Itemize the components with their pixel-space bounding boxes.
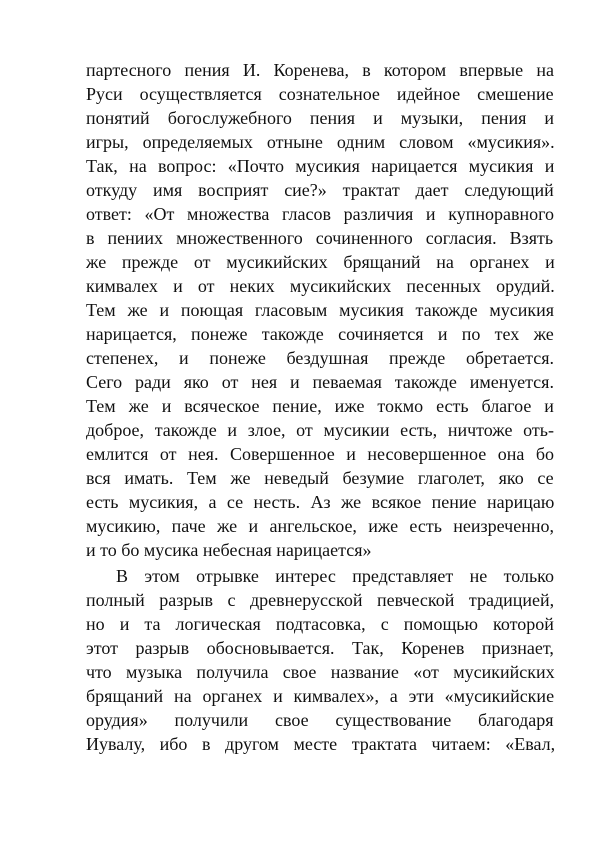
text-line: откуду имя восприят сие?» трактат дает следующий xyxy=(86,180,554,200)
paragraph-1 xyxy=(86,58,554,562)
document-page xyxy=(86,58,554,756)
text-line: брящаний на органех и кимвалех», а эти «мусикийские xyxy=(86,686,555,706)
text-line: кимвалех и от неких мусикийских песенных орудий. xyxy=(86,276,555,296)
text-line: Руси осуществляется сознательное идейное смешение xyxy=(86,84,554,104)
text-line: понятий богослужебного пения и музыки, пения и xyxy=(86,108,554,128)
text-line: степенех, и понеже бездушная прежде обретается. xyxy=(86,348,555,368)
text-line: Тем же и поющая гласовым мусикия такожде мусикия xyxy=(86,300,555,320)
text-line: но и та логическая подтасовка, с помощью которой xyxy=(86,614,554,634)
text-line: емлится от нея. Совершенное и несовершенное она бо xyxy=(86,444,555,464)
text-line: В этом отрывке интерес представляет не только xyxy=(116,566,555,586)
text-line: Сего ради яко от нея и певаемая такожде именуется. xyxy=(86,372,554,392)
text-line: доброе, такожде и злое, от мусикии есть, ничтоже оть- xyxy=(86,420,554,440)
text-line: же прежде от мусикийских брящаний на органех и xyxy=(86,252,555,272)
text-line: что музыка получила свое название «от мусикийских xyxy=(86,662,555,682)
text-line: полный разрыв с древнерусской певческой традицией, xyxy=(86,590,555,610)
text-line: партесного пения И. Коренева, в котором впервые на xyxy=(86,60,554,80)
text-line: нарицается, понеже такожде сочиняется и по тех же xyxy=(86,324,554,344)
text-line: мусикию, паче же и ангельское, иже есть неизреченно, xyxy=(86,516,554,536)
text-line: этот разрыв обосновывается. Так, Коренев признает, xyxy=(86,638,554,658)
text-line: есть мусикия, а се несть. Аз же всякое пение нарицаю xyxy=(86,492,555,512)
text-line: Иувалу, ибо в другом месте трактата читаем: «Евал, xyxy=(86,734,556,754)
text-line: ответ: «От множества гласов различия и купноравного xyxy=(86,204,555,224)
text-line: орудия» получили свое существование благодаря xyxy=(86,710,554,730)
text-line: Так, на вопрос: «Почто мусикия нарицается мусикия и xyxy=(86,156,555,176)
text-line: в пениих множественного сочиненного согласия. Взять xyxy=(86,228,554,248)
text-line: и то бо мусика небесная нарицается» xyxy=(86,540,372,560)
text-line: Тем же и всяческое пение, иже токмо есть благое и xyxy=(86,396,554,416)
text-line: вся имать. Тем же неведый безумие глаголет, яко се xyxy=(86,468,554,488)
text-line: игры, определяемых отныне одним словом «мусикия». xyxy=(86,132,555,152)
paragraph-2 xyxy=(86,564,554,756)
